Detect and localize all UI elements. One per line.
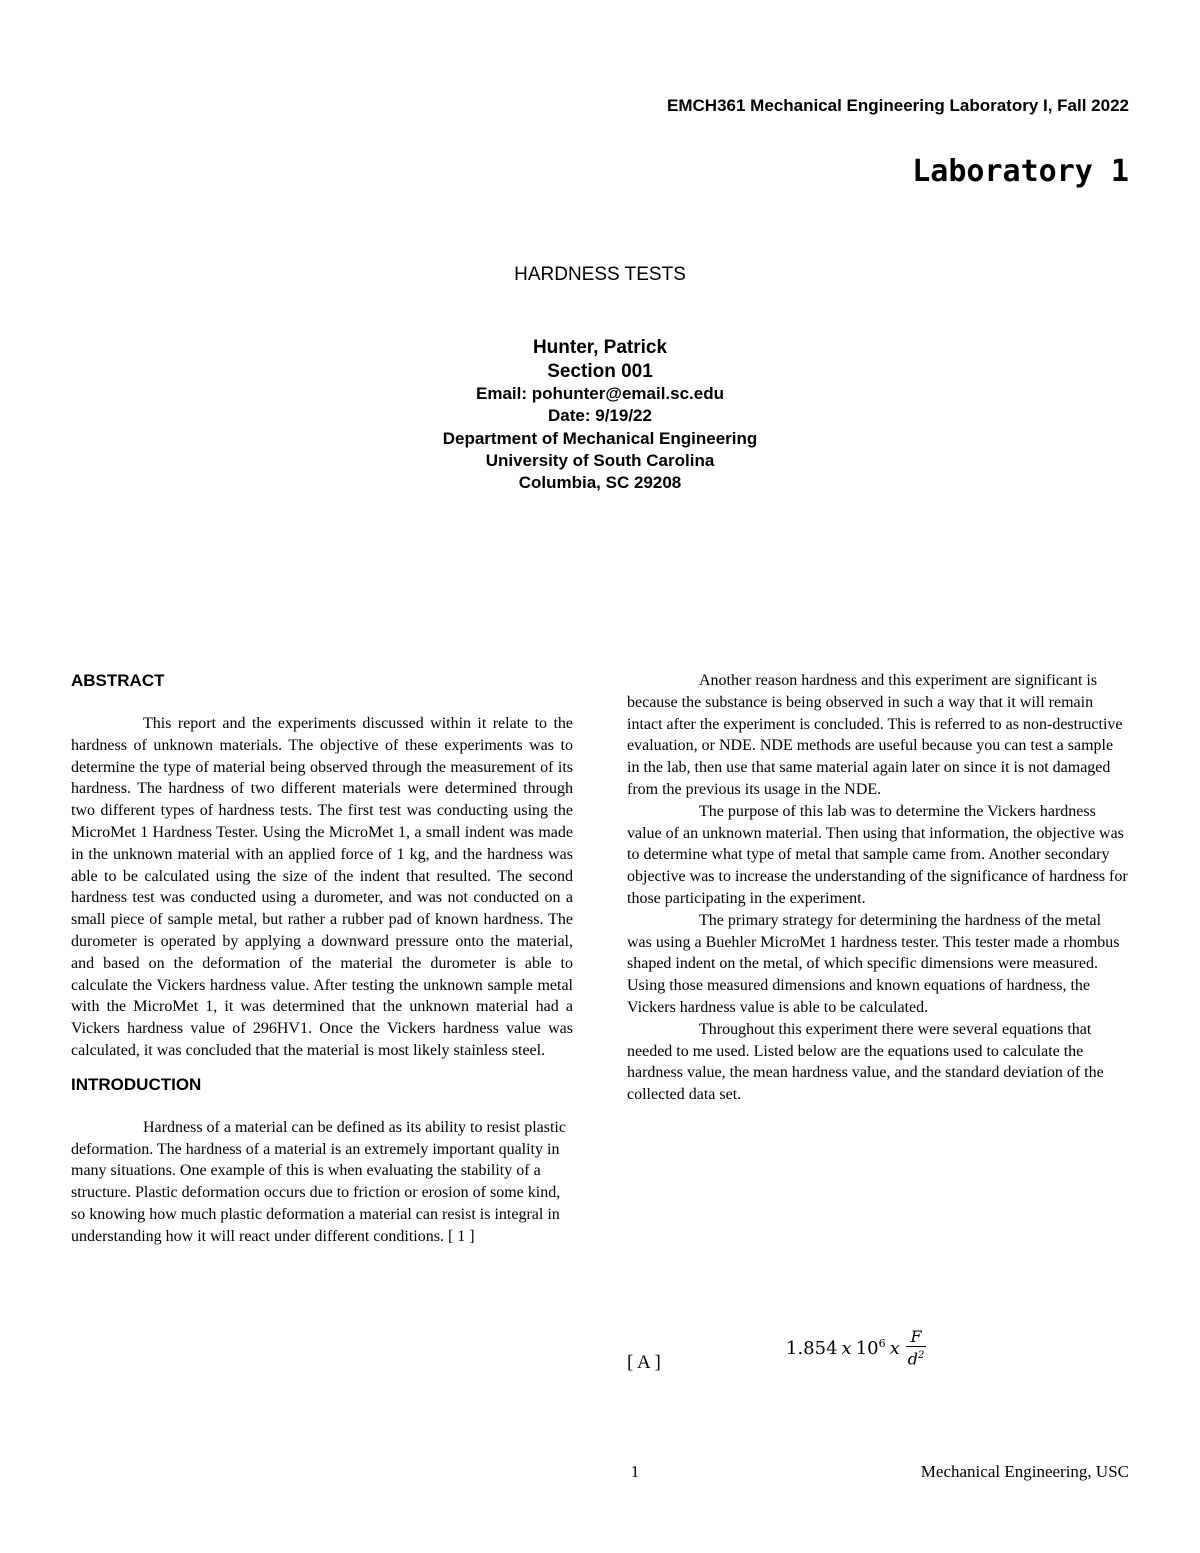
author-section: Section 001: [547, 360, 653, 382]
footer-org: Mechanical Engineering, USC: [920, 1462, 1129, 1481]
equation-fraction: [906, 1328, 927, 1368]
introduction-heading: INTRODUCTION: [71, 1074, 202, 1094]
page-number: 1: [630, 1462, 640, 1481]
intro-paragraph-1: Hardness of a material can be defined as its ability to resist plastic deformation. The hardness of a material is an extremely important quality in many situations. One example of this is when evaluating the stability of a structure. Plastic deformation occurs due to friction or erosion of some kind, so knowing how much plastic deformation a material can resist is integral in understanding how it will react under different conditions. [ 1 ]: [71, 1118, 566, 1245]
course-header: EMCH361 Mechanical Engineering Laboratory I, Fall 2022: [667, 96, 1129, 115]
left-column: [71, 670, 573, 1248]
report-date: Date: 9/19/22: [548, 406, 652, 426]
author-email: Email: pohunter@email.sc.edu: [475, 384, 725, 403]
intro-paragraph-4: The primary strategy for determining the hardness of the metal was using a Buehler MicroMet 1 hardness tester. This tester made a rhombus shaped indent on the metal, of which specific dimensions were measured. Using those measured dimensions and known equations of hardness, the Vickers hardness value is able to be calculated.: [627, 911, 1120, 1016]
hardness-equation: [786, 1326, 926, 1370]
equation-coefficient: 1.854: [786, 1337, 838, 1359]
intro-paragraph-3: The purpose of this lab was to determine the Vickers hardness value of an unknown material. Then using that information, the objective was to determine what type of metal that sample came from. Another secondary objective was to increase the understanding of the significance of hardness for those participating in the experiment.: [627, 802, 1128, 907]
equation-numerator: F: [910, 1326, 922, 1346]
right-column: [627, 670, 1129, 1106]
location: Columbia, SC 29208: [518, 473, 682, 493]
intro-paragraph-2: Another reason hardness and this experiment are significant is because the substance is being observed in such a way that it will remain intact after the experiment is concluded. This is referred to as non-destructive evaluation, or NDE. NDE methods are useful because you can test a sample in the lab, then use that same material again later on since it is not damaged from the previous its usage in the NDE.: [627, 672, 1123, 798]
equation-power: [856, 1337, 886, 1359]
equation-times-2: x: [889, 1337, 900, 1359]
author-name: Hunter, Patrick: [532, 337, 668, 358]
lab-title: Laboratory 1: [912, 154, 1129, 189]
university: University of South Carolina: [485, 450, 715, 470]
report-title: HARDNESS TESTS: [514, 264, 686, 285]
department: Department of Mechanical Engineering: [442, 428, 758, 448]
intro-paragraph-5: Throughout this experiment there were several equations that needed to me used. Listed below are the equations used to calculate the hardness value, the mean hardness value, and the standard deviation of the collected data set.: [627, 1020, 1104, 1104]
equation-base: 10: [855, 1338, 879, 1359]
equation-exponent: 6: [878, 1337, 886, 1350]
equation-times: x: [841, 1337, 852, 1359]
equation-label: [ A ]: [627, 1352, 661, 1373]
author-block: [0, 336, 1200, 494]
equation-denominator: [906, 1346, 927, 1368]
abstract-text: This report and the experiments discussed within it relate to the hardness of unknown materials. The objective of these experiments was to determine the type of material being observed through the measurement of its hardness. The hardness of two different materials were determined through two different types of hardness tests. The first test was conducting using the MicroMet 1 Hardness Tester. Using the MicroMet 1, a small indent was made in the unknown material with an applied force of 1 kg, and the hardness was able to be calculated using the size of the indent that resulted. The second hardness test was conducted using a durometer, and was not conducted on a small piece of sample metal, but rather a rubber pad of known hardness. The durometer is operated by applying a downward pressure onto the material, and based on the deformation of the material the durometer is able to calculate the Vickers hardness value. After testing the unknown sample metal with the MicroMet 1, it was determined that the unknown material had a Vickers hardness value of 296HV1. Once the Vickers hardness value was calculated, it was concluded that the material is most likely stainless steel.: [71, 715, 573, 1059]
equation-denominator-exponent: 2: [918, 1349, 925, 1361]
equation-denominator-base: d: [907, 1349, 918, 1369]
abstract-heading: ABSTRACT: [71, 671, 165, 690]
